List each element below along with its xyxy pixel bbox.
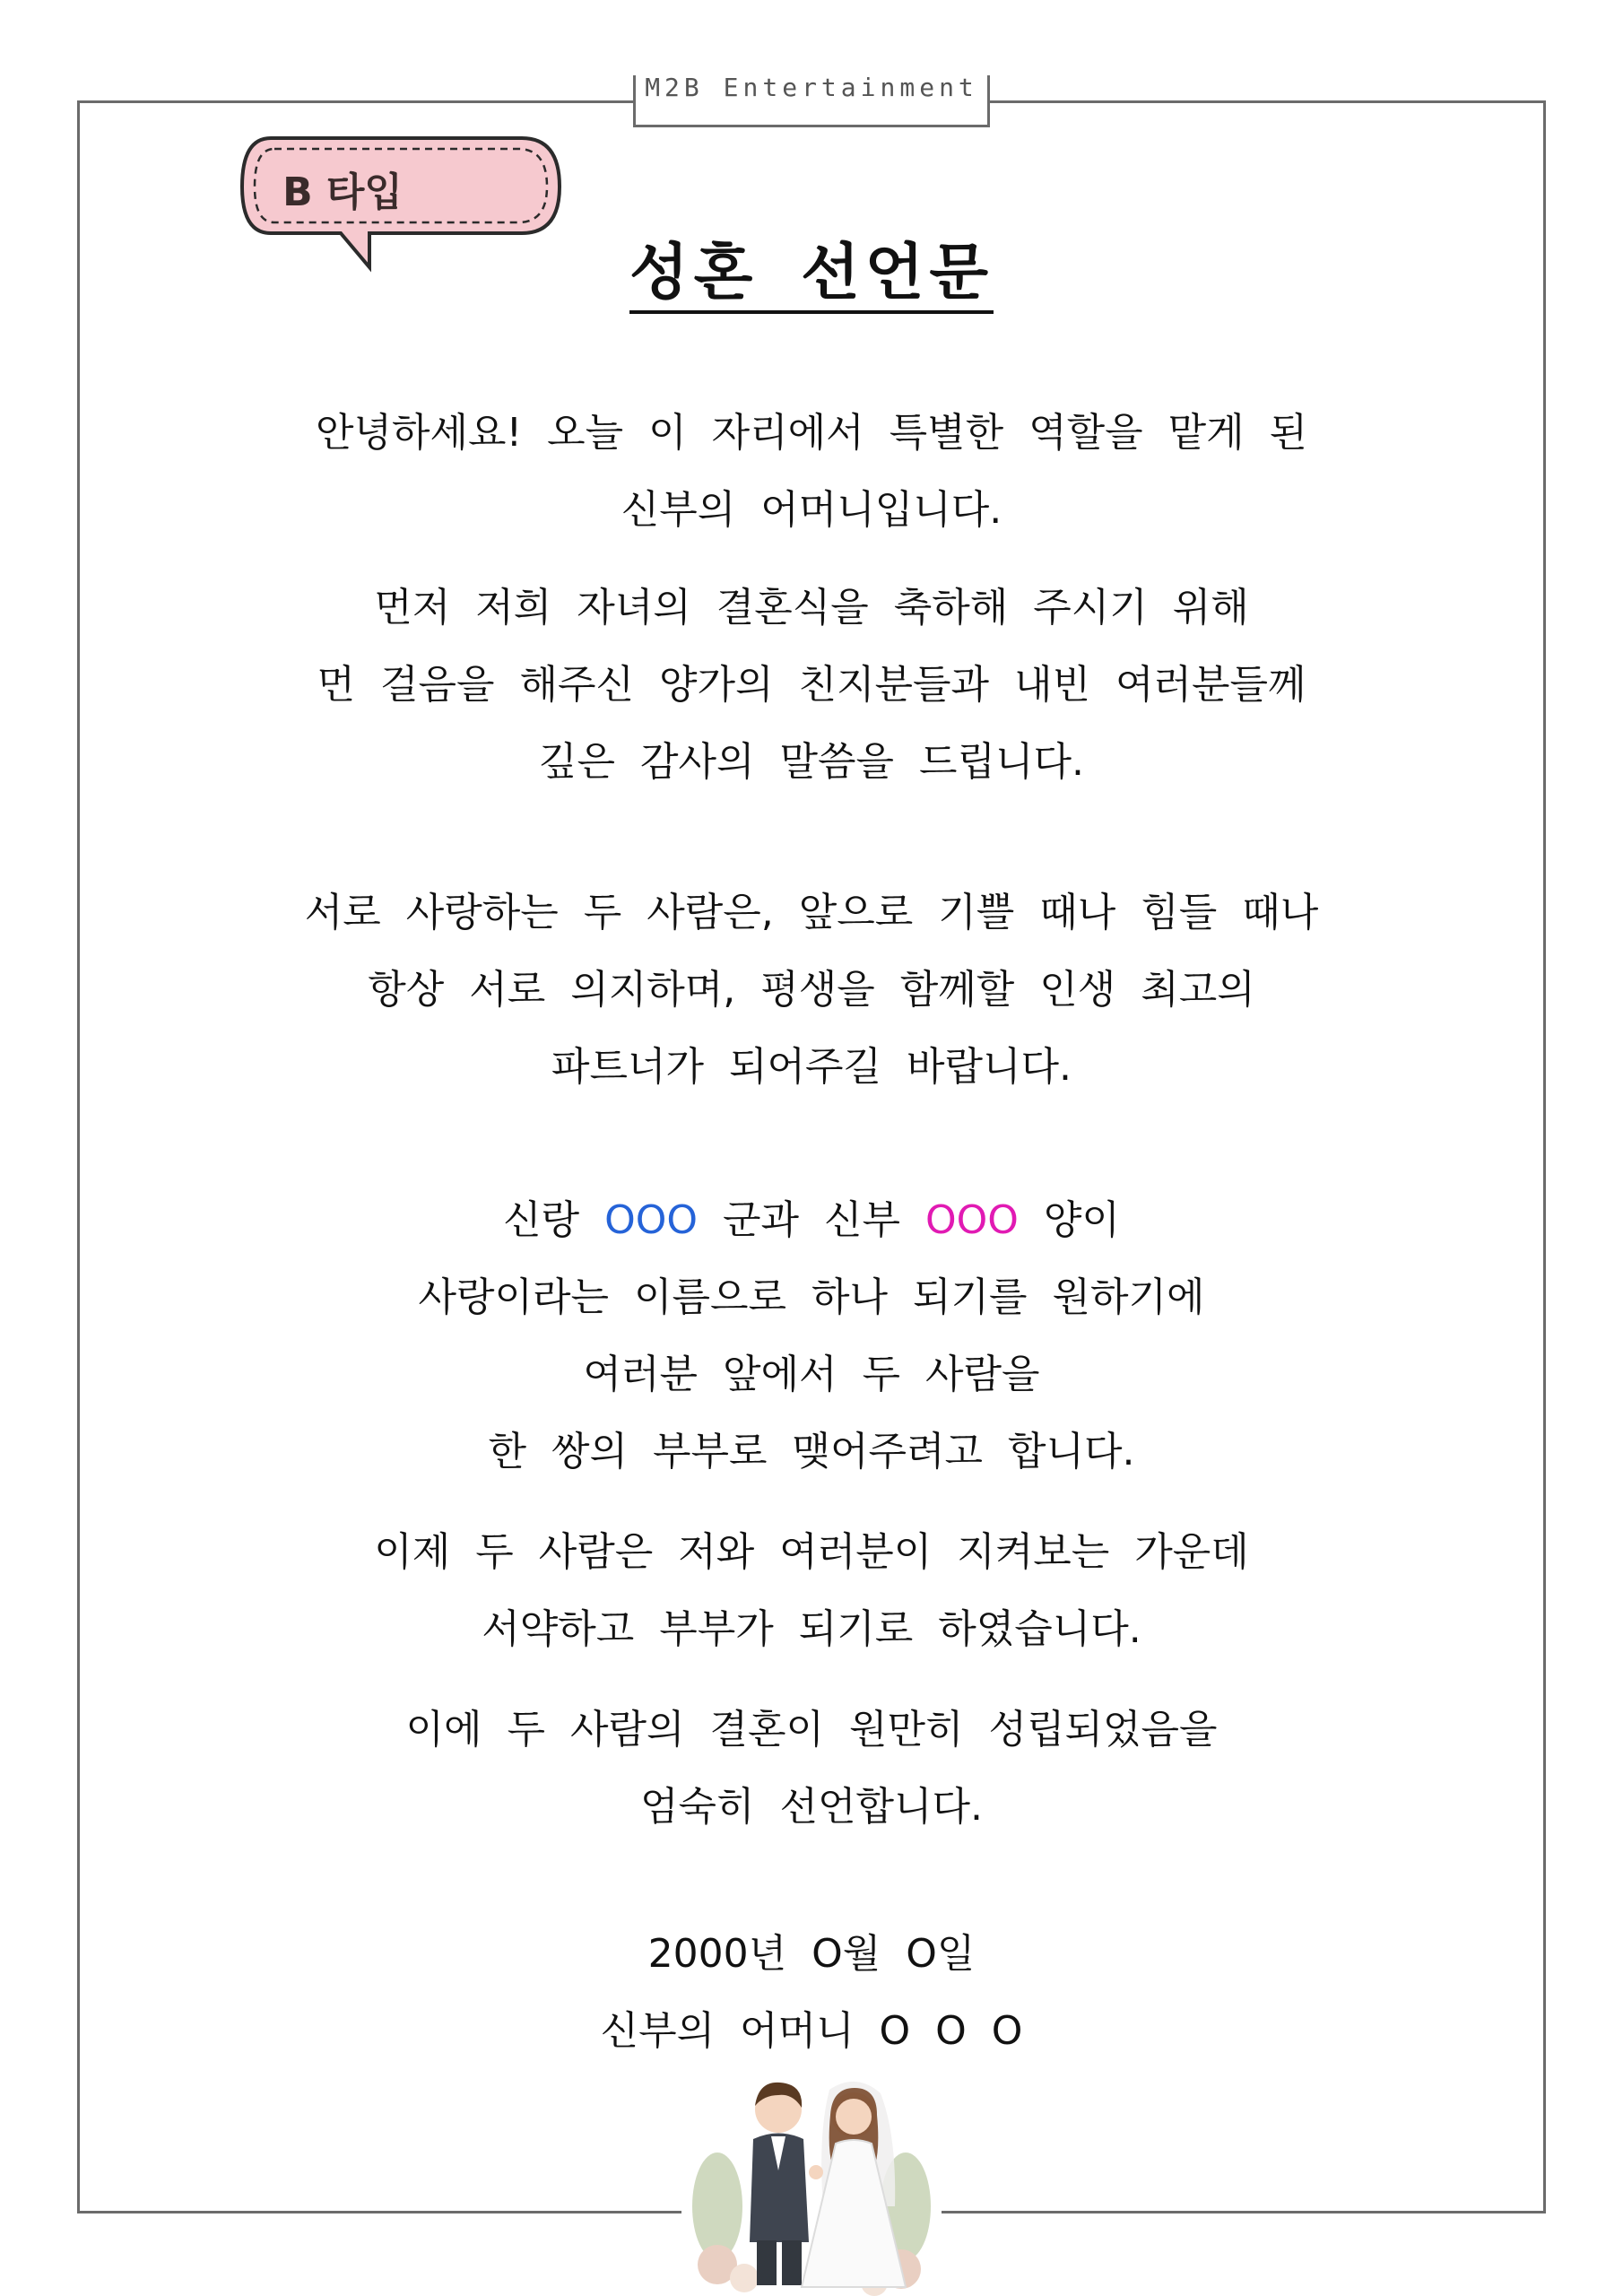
text-line: 서로 사랑하는 두 사람은, 앞으로 기쁠 때나 힘들 때나 xyxy=(304,890,1319,935)
text-line: 안녕하세요! 오늘 이 자리에서 특별한 역할을 맡게 된 xyxy=(315,410,1308,456)
brand-label: M2B Entertainment xyxy=(636,73,987,102)
signature-line: 신부의 어머니 O O O xyxy=(600,2008,1023,2054)
brand-tab xyxy=(633,75,990,127)
document-title xyxy=(0,224,1623,311)
paragraph-greeting xyxy=(108,395,1515,549)
text-line: 파트너가 되어주길 바랍니다. xyxy=(551,1044,1072,1090)
text-line: 사랑이라는 이름으로 하나 되기를 원하기에 xyxy=(418,1274,1205,1320)
text-line: 이제 두 사람은 저와 여러분이 지켜보는 가운데 xyxy=(374,1529,1249,1575)
text-line: 엄숙히 선언합니다. xyxy=(639,1784,983,1830)
text-line: 한 쌍의 부부로 맺어주려고 합니다. xyxy=(488,1429,1135,1474)
bride-name: OOO xyxy=(925,1197,1019,1243)
paragraph-wishes xyxy=(108,874,1515,1106)
date-line: 2000년 O월 O일 xyxy=(647,1931,976,1977)
paragraph-thanks xyxy=(108,570,1515,801)
text-line: 여러분 앞에서 두 사람을 xyxy=(583,1352,1040,1397)
text-line: 깊은 감사의 말씀을 드립니다. xyxy=(539,739,1084,785)
paragraph-declaration xyxy=(108,1692,1515,1846)
text-line: 신부의 어머니입니다. xyxy=(621,487,1002,533)
bride-suffix: 양이 xyxy=(1043,1197,1120,1243)
text-line: 먼저 저희 자녀의 결혼식을 축하해 주시기 위해 xyxy=(374,585,1249,631)
wedding-couple-illustration xyxy=(681,2072,942,2296)
text-line: 서약하고 부부가 되기로 하였습니다. xyxy=(482,1606,1141,1652)
groom-suffix: 군과 신부 xyxy=(722,1197,900,1243)
title-text: 성혼 선언문 xyxy=(629,238,994,314)
text-line: 이에 두 사람의 결혼이 원만히 성립되었음을 xyxy=(405,1707,1218,1752)
text-line: 먼 걸음을 해주신 양가의 친지분들과 내빈 여러분들께 xyxy=(317,662,1306,708)
paragraph-pledge xyxy=(108,1514,1515,1668)
groom-name: OOO xyxy=(604,1197,698,1243)
groom-prefix: 신랑 xyxy=(503,1197,580,1243)
text-line: 항상 서로 의지하며, 평생을 함께할 인생 최고의 xyxy=(368,967,1255,1013)
badge-label: B 타입 xyxy=(282,170,403,215)
paragraph-vow xyxy=(108,1182,1515,1491)
couple-line xyxy=(108,1182,1515,1259)
date-signature xyxy=(108,1916,1515,2070)
